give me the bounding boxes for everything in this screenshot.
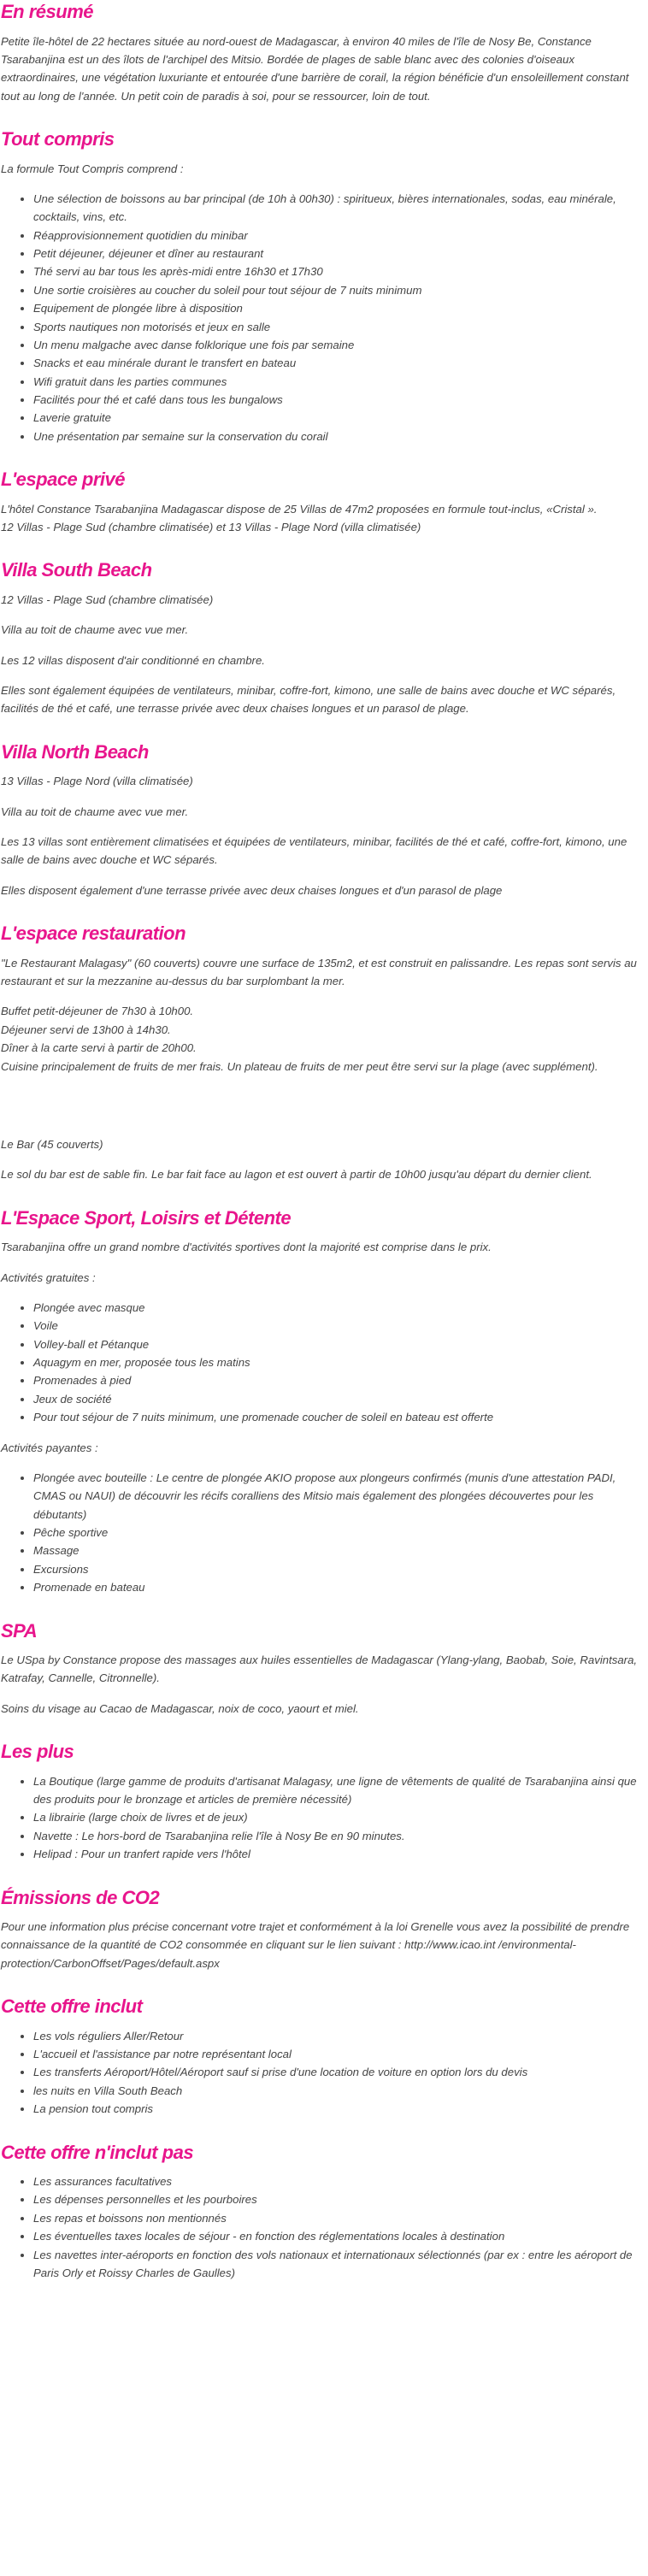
free-activities-list — [1, 1299, 643, 1427]
villa-north-paragraph: Elles disposent également d'une terrasse privée avec deux chaises longues et d'un parasol de plage — [1, 883, 503, 897]
section-title-co2: Émissions de CO2 — [1, 1886, 160, 1908]
list-item: • Volley-ball et Pétanque — [33, 1335, 643, 1353]
offre-inclut-list — [1, 2027, 643, 2119]
list-item: • Plongée avec masque — [33, 1299, 643, 1317]
list-item: • Plongée avec bouteille : Le centre de plongée AKIO propose aux plongeurs confirmés (munis d'une attestation PADI, CMAS ou NAUI) de découvrir les récifs coralliens des Mitsio mais également des plongées découvertes pour les débutants) — [33, 1469, 643, 1524]
section-offre-n-inclut-pas — [1, 2141, 643, 2283]
bar-description: Le sol du bar est de sable fin. Le bar fait face au lagon et est ouvert à partir de 10h00 jusqu'au départ du dernier client. — [1, 1168, 592, 1182]
restaurant-hours — [1, 1002, 643, 1076]
list-item: • Un menu malgache avec danse folklorique une fois par semaine — [33, 336, 643, 354]
list-item: • Helipad : Pour un tranfert rapide vers l'hôtel — [33, 1845, 643, 1863]
restaurant-hours-line: Dîner à la carte servi à partir de 20h00. — [1, 1041, 197, 1055]
list-item: • Les éventuelles taxes locales de séjour - en fonction des réglementations locales à destination — [33, 2227, 643, 2245]
list-item: • Petit déjeuner, déjeuner et dîner au restaurant — [33, 245, 643, 262]
list-item: • les nuits en Villa South Beach — [33, 2082, 643, 2100]
restaurant-hours-line: Cuisine principalement de fruits de mer frais. Un plateau de fruits de mer peut être servi sur la plage (avec supplément). — [1, 1059, 598, 1073]
tout-compris-list — [1, 190, 643, 445]
villa-south-paragraph: Les 12 villas disposent d'air conditionné en chambre. — [1, 653, 265, 667]
free-activities-label: Activités gratuites : — [1, 1270, 96, 1284]
villa-south-paragraph: 12 Villas - Plage Sud (chambre climatisée) — [1, 592, 214, 606]
list-item: • Pêche sportive — [33, 1524, 643, 1541]
section-title-spa: SPA — [1, 1619, 38, 1642]
list-item: • Navette : Le hors-bord de Tsarabanjina relie l'île à Nosy Be en 90 minutes. — [33, 1827, 643, 1845]
list-item: • Une présentation par semaine sur la conservation du corail — [33, 427, 643, 445]
resume-text: Petite île-hôtel de 22 hectares située au nord-ouest de Madagascar, à environ 40 miles de l'île de Nosy Be, Constance Tsarabanjina est un des îlots de l'archipel des Mitsio. Bordée de plages de sable blanc avec des colonies d'oiseaux extraordinaires, une végétation luxuriante et entourée d'une barrière de corail, la région bénéficie d'un ensoleillement constant tout au long de l'année. Un petit coin de paradis à soi, pour se ressourcer, loin de tout. — [1, 34, 629, 103]
offre-n-inclut-pas-list — [1, 2172, 643, 2282]
villa-south-paragraph: Villa au toit de chaume avec vue mer. — [1, 623, 189, 637]
list-item: • Les transferts Aéroport/Hôtel/Aéroport sauf si prise d'une location de voiture en option lors du devis — [33, 2063, 643, 2081]
espace-prive-text — [1, 500, 643, 537]
section-title-villa-south-beach: Villa South Beach — [1, 559, 152, 581]
list-item: • Facilités pour thé et café dans tous les bungalows — [33, 391, 643, 409]
list-item: • Une sélection de boissons au bar principal (de 10h à 00h30) : spiritueux, bières internationales, sodas, eau minérale, cocktails, vins, etc. — [33, 190, 643, 227]
list-item: • Excursions — [33, 1560, 643, 1578]
list-item: • La pension tout compris — [33, 2100, 643, 2118]
list-item: • Laverie gratuite — [33, 409, 643, 427]
list-item: • La librairie (large choix de livres et de jeux) — [33, 1808, 643, 1826]
list-item: • Une sortie croisières au coucher du soleil pour tout séjour de 7 nuits minimum — [33, 281, 643, 299]
section-espace-prive — [1, 468, 643, 536]
section-tout-compris — [1, 127, 643, 445]
villa-north-paragraph: 13 Villas - Plage Nord (villa climatisée) — [1, 775, 193, 788]
list-item: • Jeux de société — [33, 1390, 643, 1408]
section-title-resume: En résumé — [1, 1, 93, 22]
section-title-villa-north-beach: Villa North Beach — [1, 740, 149, 763]
list-item: • Thé servi au bar tous les après-midi entre 16h30 et 17h30 — [33, 262, 643, 280]
section-spa — [1, 1619, 643, 1718]
list-item: • Sports nautiques non motorisés et jeux en salle — [33, 318, 643, 336]
espace-prive-line-2: 12 Villas - Plage Sud (chambre climatisée) et 13 Villas - Plage Nord (villa climatisée) — [1, 521, 421, 533]
list-item: • Aquagym en mer, proposée tous les matins — [33, 1353, 643, 1371]
section-resume — [1, 0, 643, 105]
restaurant-hours-line: Buffet petit-déjeuner de 7h30 à 10h00. — [1, 1005, 194, 1018]
list-item: • Wifi gratuit dans les parties communes — [33, 373, 643, 391]
spa-paragraph: Soins du visage au Cacao de Madagascar, noix de coco, yaourt et miel. — [1, 1701, 359, 1715]
restaurant-hours-line: Déjeuner servi de 13h00 à 14h30. — [1, 1023, 171, 1036]
list-item: • Promenade en bateau — [33, 1578, 643, 1596]
sport-intro: Tsarabanjina offre un grand nombre d'activités sportives dont la majorité est comprise dans le prix. — [1, 1241, 492, 1254]
bar-title: Le Bar (45 couverts) — [1, 1137, 103, 1151]
section-restauration — [1, 922, 643, 1184]
spa-paragraph: Le USpa by Constance propose des massages aux huiles essentielles de Madagascar (Ylang-ylang, Baobab, Soie, Ravintsara, Katrafay, Cannelle, Citronnelle). — [1, 1653, 638, 1685]
list-item: • Voile — [33, 1317, 643, 1335]
list-item: • L'accueil et l'assistance par notre représentant local — [33, 2045, 643, 2063]
section-title-restauration: L'espace restauration — [1, 923, 186, 945]
list-item: • Snacks et eau minérale durant le transfert en bateau — [33, 354, 643, 372]
villa-north-paragraph: Les 13 villas sont entièrement climatisées et équipées de ventilateurs, minibar, facilités de thé et café, coffre-fort, kimono, une salle de bains avec douche et WC séparés. — [1, 835, 627, 867]
villa-north-paragraph: Villa au toit de chaume avec vue mer. — [1, 805, 189, 818]
list-item: • Massage — [33, 1541, 643, 1559]
section-title-espace-prive: L'espace privé — [1, 469, 125, 491]
tout-compris-intro: La formule Tout Compris comprend : — [1, 162, 184, 175]
paid-activities-list — [1, 1469, 643, 1597]
list-item: • Promenades à pied — [33, 1371, 643, 1389]
espace-prive-line-1: L'hôtel Constance Tsarabanjina Madagascar dispose de 25 Villas de 47m2 proposées en formule tout-inclus, «Cristal ». — [1, 502, 598, 516]
list-item: • Réapprovisionnement quotidien du minibar — [33, 227, 643, 245]
villa-south-paragraph: Elles sont également équipées de ventilateurs, minibar, coffre-fort, kimono, une salle de bains avec douche et WC séparés, facilités de thé et café, une terrasse privée avec deux chaises longues et un parasol de plage. — [1, 684, 616, 716]
spacer — [1, 1088, 643, 1135]
paid-activities-label: Activités payantes : — [1, 1441, 98, 1454]
section-title-offre-inclut: Cette offre inclut — [1, 1995, 143, 2018]
list-item: • Pour tout séjour de 7 nuits minimum, une promenade coucher de soleil en bateau est offerte — [33, 1408, 643, 1426]
section-sport — [1, 1206, 643, 1597]
list-item: • Les assurances facultatives — [33, 2172, 643, 2190]
section-title-tout-compris: Tout compris — [1, 128, 115, 150]
list-item: • Equipement de plongée libre à disposition — [33, 299, 643, 317]
section-les-plus — [1, 1740, 643, 1863]
section-co2 — [1, 1886, 643, 1973]
restaurant-description: "Le Restaurant Malagasy" (60 couverts) couvre une surface de 135m2, et est construit en palissandre. Les repas sont servis au restaurant et sur la mezzanine au-dessus du bar surplombant la mer. — [1, 956, 637, 987]
list-item: • Les dépenses personnelles et les pourboires — [33, 2190, 643, 2208]
section-title-sport: L'Espace Sport, Loisirs et Détente — [1, 1206, 292, 1229]
section-title-offre-n-inclut-pas: Cette offre n'inclut pas — [1, 2141, 194, 2163]
section-offre-inclut — [1, 1995, 643, 2118]
co2-text: Pour une information plus précise concernant votre trajet et conformément à la loi Grenelle vous avez la possibilité de prendre connaissance de la quantité de CO2 consommée en cliquant sur le lien suivant : http://www.icao.int /environmental-protection/CarbonOffset/Pages/default.aspx — [1, 1920, 630, 1970]
list-item: • Les vols réguliers Aller/Retour — [33, 2027, 643, 2045]
section-villa-south-beach — [1, 558, 643, 717]
les-plus-list — [1, 1772, 643, 1864]
section-villa-north-beach — [1, 740, 643, 899]
section-title-les-plus: Les plus — [1, 1741, 74, 1763]
list-item: • Les repas et boissons non mentionnés — [33, 2209, 643, 2227]
list-item: • Les navettes inter-aéroports en fonction des vols nationaux et internationaux sélectionnés (par ex : entre les aéroport de Paris Orly et Roissy Charles de Gaulles) — [33, 2246, 643, 2283]
list-item: • La Boutique (large gamme de produits d'artisanat Malagasy, une ligne de vêtements de qualité de Tsarabanjina ainsi que des produits pour le bronzage et articles de première nécessité) — [33, 1772, 643, 1809]
